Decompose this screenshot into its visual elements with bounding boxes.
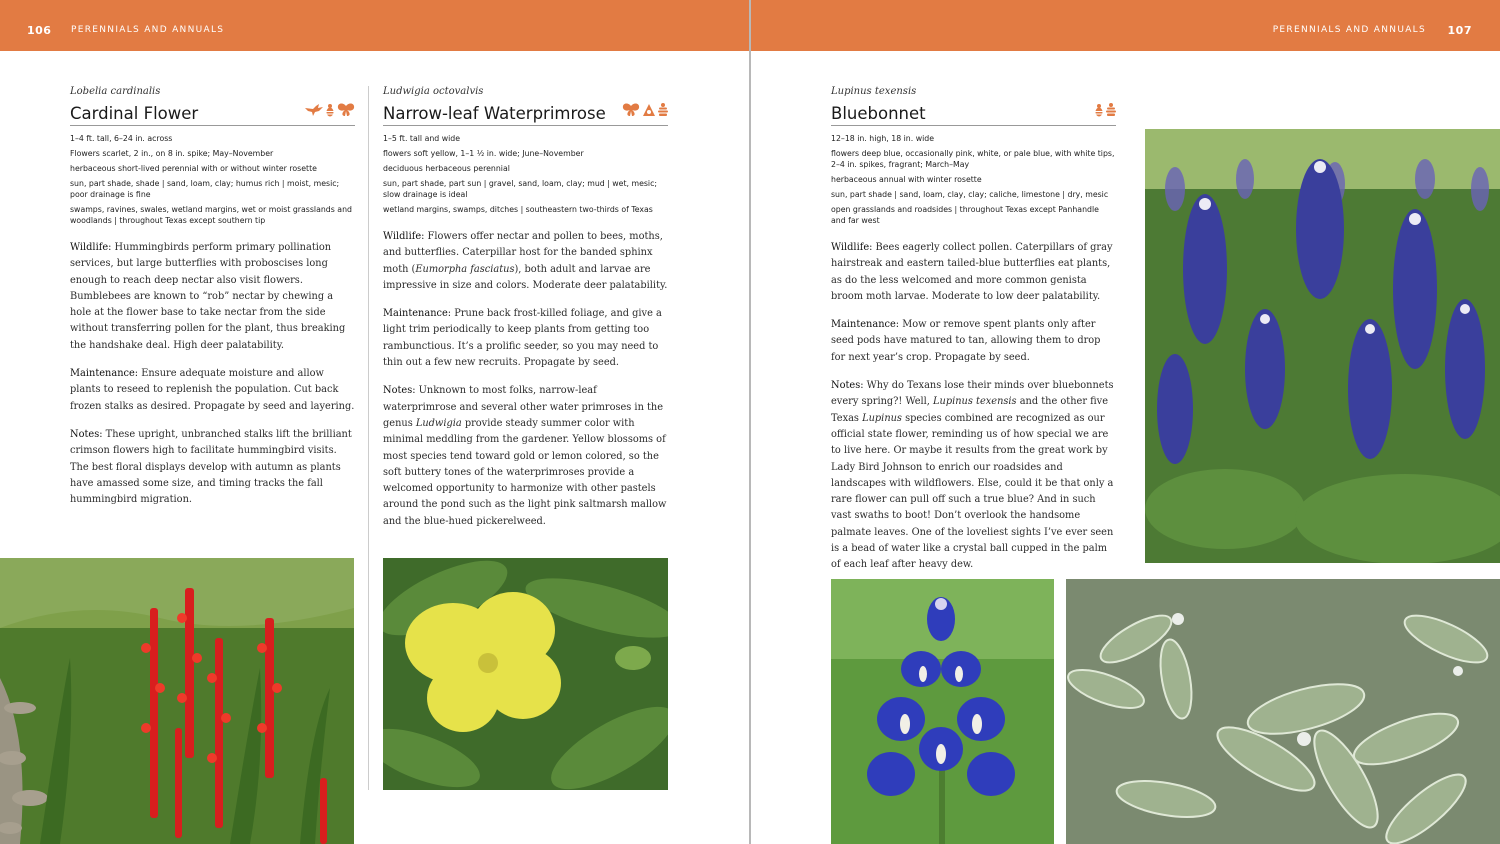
notes-paragraph [831,378,1116,574]
wildlife-icons [622,103,668,122]
page-number: 107 [1447,24,1472,37]
conditions-fact: sun, part shade, part sun | gravel, sand, loam, clay; mud | wet, mesic; slow drainage is ideal [383,179,658,199]
maintenance-text: Ensure adequate moisture and allow plants to reseed to replenish the population. Cut back frozen stalks as desired. Propagate by seed and layering. [70,368,355,412]
waterprimrose-photo [383,558,668,790]
wildlife-text: Bees eagerly collect pollen. Caterpillars of gray hairstreak and eastern tailed-blue butterflies eat plants, as do the less welcomed and more common genista broom moth larvae. Moderate to low deer palatability. [831,242,1113,302]
size-fact: 12–18 in. high, 18 in. wide [831,134,934,143]
species-name: Eumorpha fasciatus [415,263,515,275]
maintenance-label: Maintenance: [831,319,900,331]
notes-label: Notes: [383,385,416,397]
wildlife-paragraph [70,240,355,354]
hive-icon [1106,103,1116,122]
wildlife-text: Flowers offer nectar and pollen to bees, moths, and butterflies. Caterpillar host for the banded sphinx moth ( [383,231,663,275]
bee-icon [325,103,335,122]
column-divider [368,86,369,790]
wildlife-label: Wildlife: [831,242,873,253]
section-title: PERENNIALS AND ANNUALS [1272,25,1426,35]
plant-title: Bluebonnet [831,104,926,123]
habit-fact: herbaceous annual with winter rosette [831,175,982,184]
notes-text: Why do Texans lose their minds over bluebonnets every spring?! Well, [831,380,1114,408]
genus-name: Lupinus [862,412,902,424]
plant-facts [831,133,1116,226]
notes-label: Notes: [831,380,864,392]
hive-icon [658,103,668,122]
bee-icon [642,103,656,122]
hummingbird-icon [305,103,323,122]
latin-name: Ludwigia octovalvis [383,86,484,97]
left-page [0,0,749,844]
notes-paragraph [383,383,668,530]
right-page [751,0,1500,844]
notes-text: provide steady summer color with minimal meddling from the gardener. Yellow blossoms of most species tend toward gold or lemon colored, so the soft buttery tones of the waterprimroses provide a welcomed opportunity to harmonize with other pastels around the pond such as the light pink saltmarsh mallow and the blue-hued pickerelweed. [383,417,667,527]
conditions-fact: sun, part shade, shade | sand, loam, clay; humus rich | moist, mesic; poor drainage is fine [70,179,340,199]
right-page-header [751,0,1500,51]
section-title: PERENNIALS AND ANNUALS [71,25,225,35]
plant-description [383,229,668,530]
plant-title: Narrow-leaf Waterprimrose [383,104,606,123]
butterfly-icon [337,103,355,122]
flowers-fact: Flowers scarlet, 2 in., on 8 in. spike; May–November [70,149,274,158]
wildlife-icons [305,103,355,122]
bluebonnet-entry [831,86,1116,586]
cardinal-flower-photo [0,558,354,844]
maintenance-label: Maintenance: [383,308,452,320]
notes-paragraph [70,427,355,508]
wildlife-icons [1094,103,1116,122]
bluebonnet-closeup-photo [831,579,1054,844]
flowers-fact: flowers soft yellow, 1–1 ½ in. wide; June–November [383,149,584,158]
maintenance-label: Maintenance: [70,368,139,380]
cardinal-flower-entry [70,86,355,520]
genus-name: Ludwigia [415,417,462,429]
range-fact: wetland margins, swamps, ditches | southeastern two-thirds of Texas [383,205,653,214]
notes-label: Notes: [70,428,103,440]
wildlife-text: Hummingbirds perform primary pollination services, but large butterflies with proboscises long enough to reach deep nectar also visit flowers. Bumblebees are known to “rob” nectar by chewing a hole at the flower base to take nectar from the side without transferring pollen for the plant, thus breaking the handshake deal. High deer palatability. [70,242,346,351]
plant-description [70,240,355,508]
notes-text: These upright, unbranched stalks lift the brilliant crimson flowers high to facilitate hummingbird visits. The best floral displays develop with autumn as plants have amassed some size, and timing tracks the fall hummingbird migration. [70,428,352,506]
bluebonnet-field-photo [1145,129,1500,563]
butterfly-icon [622,103,640,122]
flowers-fact: flowers deep blue, occasionally pink, white, or pale blue, with white tips, 2–4 in. spikes, fragrant; March–May [831,149,1115,169]
bee-icon [1094,103,1104,122]
wildlife-label: Wildlife: [383,231,425,242]
size-fact: 1–5 ft. tall and wide [383,134,461,143]
wildlife-text: ), both adult and larvae are impressive in size and colors. Moderate deer palatability. [383,263,668,291]
habit-fact: deciduous herbaceous perennial [383,164,510,173]
left-page-header [0,0,749,51]
maintenance-paragraph [831,317,1116,366]
notes-text: species combined are recognized as our official state flower, reminding us of how special we are to live here. Or maybe it results from the great work by Lady Bird Johnson to enrich our roadsides and landscapes with wildflowers. Else, could it be that only a rare flower can pull off such a true blue? And in such vast swaths to boot! Don’t overlook the handsome palmate leaves. One of the loveliest sights I’ve ever seen is a bead of water like a crystal ball cupped in the palm of each leaf after heavy dew. [831,412,1114,571]
maintenance-text: Mow or remove spent plants only after seed pods have matured to tan, allowing them to drop for next year’s crop. Propagate by seed. [831,319,1101,363]
maintenance-text: Prune back frost-killed foliage, and give a light trim periodically to keep plants from getting too rambunctious. It’s a prolific seeder, so you may need to thin out a few new recruits. Propagate by seed. [383,308,662,369]
bluebonnet-leaves-photo [1066,579,1500,844]
species-name: Lupinus texensis [933,396,1017,408]
maintenance-paragraph [70,366,355,415]
plant-facts [70,133,355,226]
wildlife-paragraph [831,240,1116,305]
wildlife-label: Wildlife: [70,242,112,253]
plant-facts [383,133,668,215]
title-row [831,102,1116,126]
conditions-fact: sun, part shade | sand, loam, clay, clay; caliche, limestone | dry, mesic [831,190,1109,199]
range-fact: open grasslands and roadsides | throughout Texas except Panhandle and far west [831,205,1099,225]
notes-text: and the other five Texas [831,396,1108,424]
wildlife-paragraph [383,229,668,294]
waterprimrose-entry [383,86,668,542]
habit-fact: herbaceous short-lived perennial with or without winter rosette [70,164,317,173]
title-row [70,102,355,126]
latin-name: Lupinus texensis [831,86,917,97]
latin-name: Lobelia cardinalis [70,86,161,97]
title-row [383,102,668,126]
size-fact: 1–4 ft. tall, 6–24 in. across [70,134,173,143]
maintenance-paragraph [383,306,668,371]
range-fact: swamps, ravines, swales, wetland margins, wet or moist grasslands and woodlands | throughout Texas except southern tip [70,205,352,225]
plant-description [831,240,1116,574]
plant-title: Cardinal Flower [70,104,199,123]
notes-text: Unknown to most folks, narrow-leaf waterprimrose and several other water primroses in the genus [383,385,664,429]
page-number: 106 [27,24,52,37]
